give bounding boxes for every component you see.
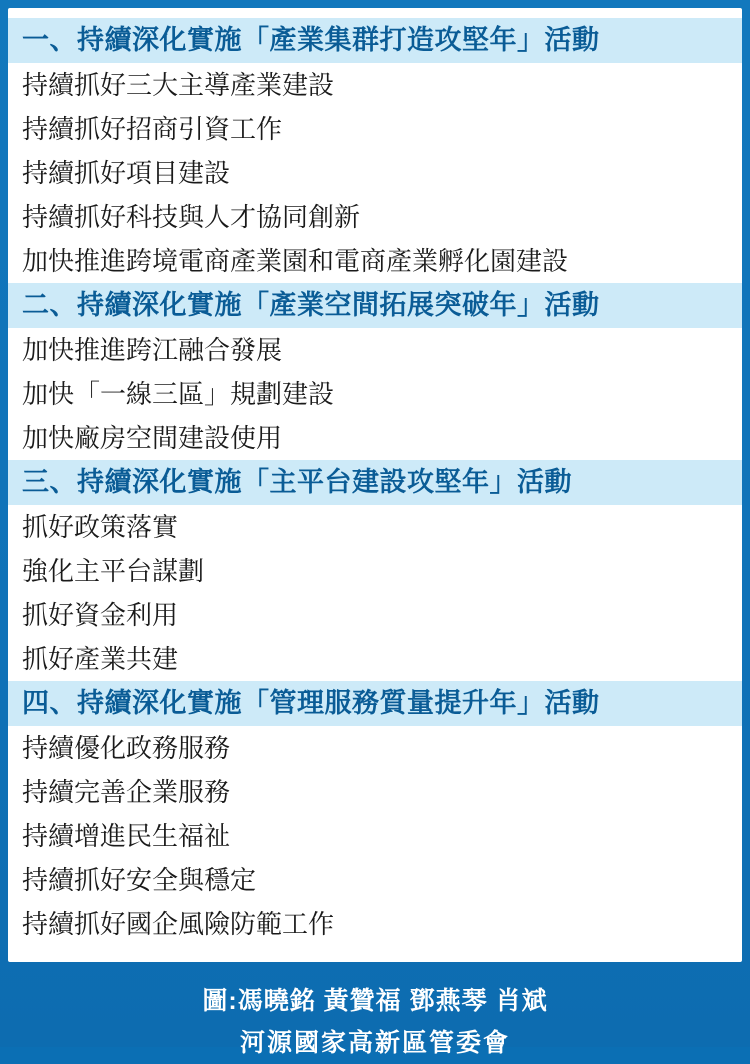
section-1-heading: 一、持續深化實施「產業集群打造攻堅年」活動: [8, 18, 742, 63]
section-1: [8, 18, 742, 283]
list-item: 持續抓好三大主導產業建設: [22, 70, 335, 100]
list-item: 抓好政策落實: [22, 512, 179, 542]
section-3: [8, 460, 742, 681]
list-item: 抓好產業共建: [22, 644, 179, 674]
section-2: [8, 283, 742, 460]
list-item: 持續抓好項目建設: [22, 158, 231, 188]
list-item: 加快廠房空間建設使用: [22, 423, 283, 453]
section-4: [8, 681, 742, 946]
organization-name: 河源國家高新區管委會: [239, 1029, 510, 1057]
list-item: 持續抓好安全與穩定: [22, 865, 257, 895]
list-item: 持續抓好招商引資工作: [22, 114, 283, 144]
section-4-heading: 四、持續深化實施「管理服務質量提升年」活動: [8, 681, 742, 726]
list-item: 加快推進跨江融合發展: [22, 335, 283, 365]
list-item: 持續完善企業服務: [22, 777, 231, 807]
list-item: 持續抓好國企風險防範工作: [22, 909, 335, 939]
content-card: [8, 8, 742, 962]
list-item: 持續優化政務服務: [22, 733, 231, 763]
section-3-heading: 三、持續深化實施「主平台建設攻堅年」活動: [8, 460, 742, 505]
poster-footer: [8, 962, 742, 1064]
list-item: 強化主平台謀劃: [22, 556, 205, 586]
list-item: 加快推進跨境電商產業園和電商產業孵化園建設: [22, 246, 569, 276]
photo-credits: 圖:馮曉銘 黃贊福 鄧燕琴 肖斌: [202, 987, 548, 1015]
list-item: 持續增進民生福祉: [22, 821, 231, 851]
list-item: 加快「一線三區」規劃建設: [22, 379, 335, 409]
list-item: 持續抓好科技與人才協同創新: [22, 202, 361, 232]
section-2-heading: 二、持續深化實施「產業空間拓展突破年」活動: [8, 283, 742, 328]
list-item: 抓好資金利用: [22, 600, 179, 630]
